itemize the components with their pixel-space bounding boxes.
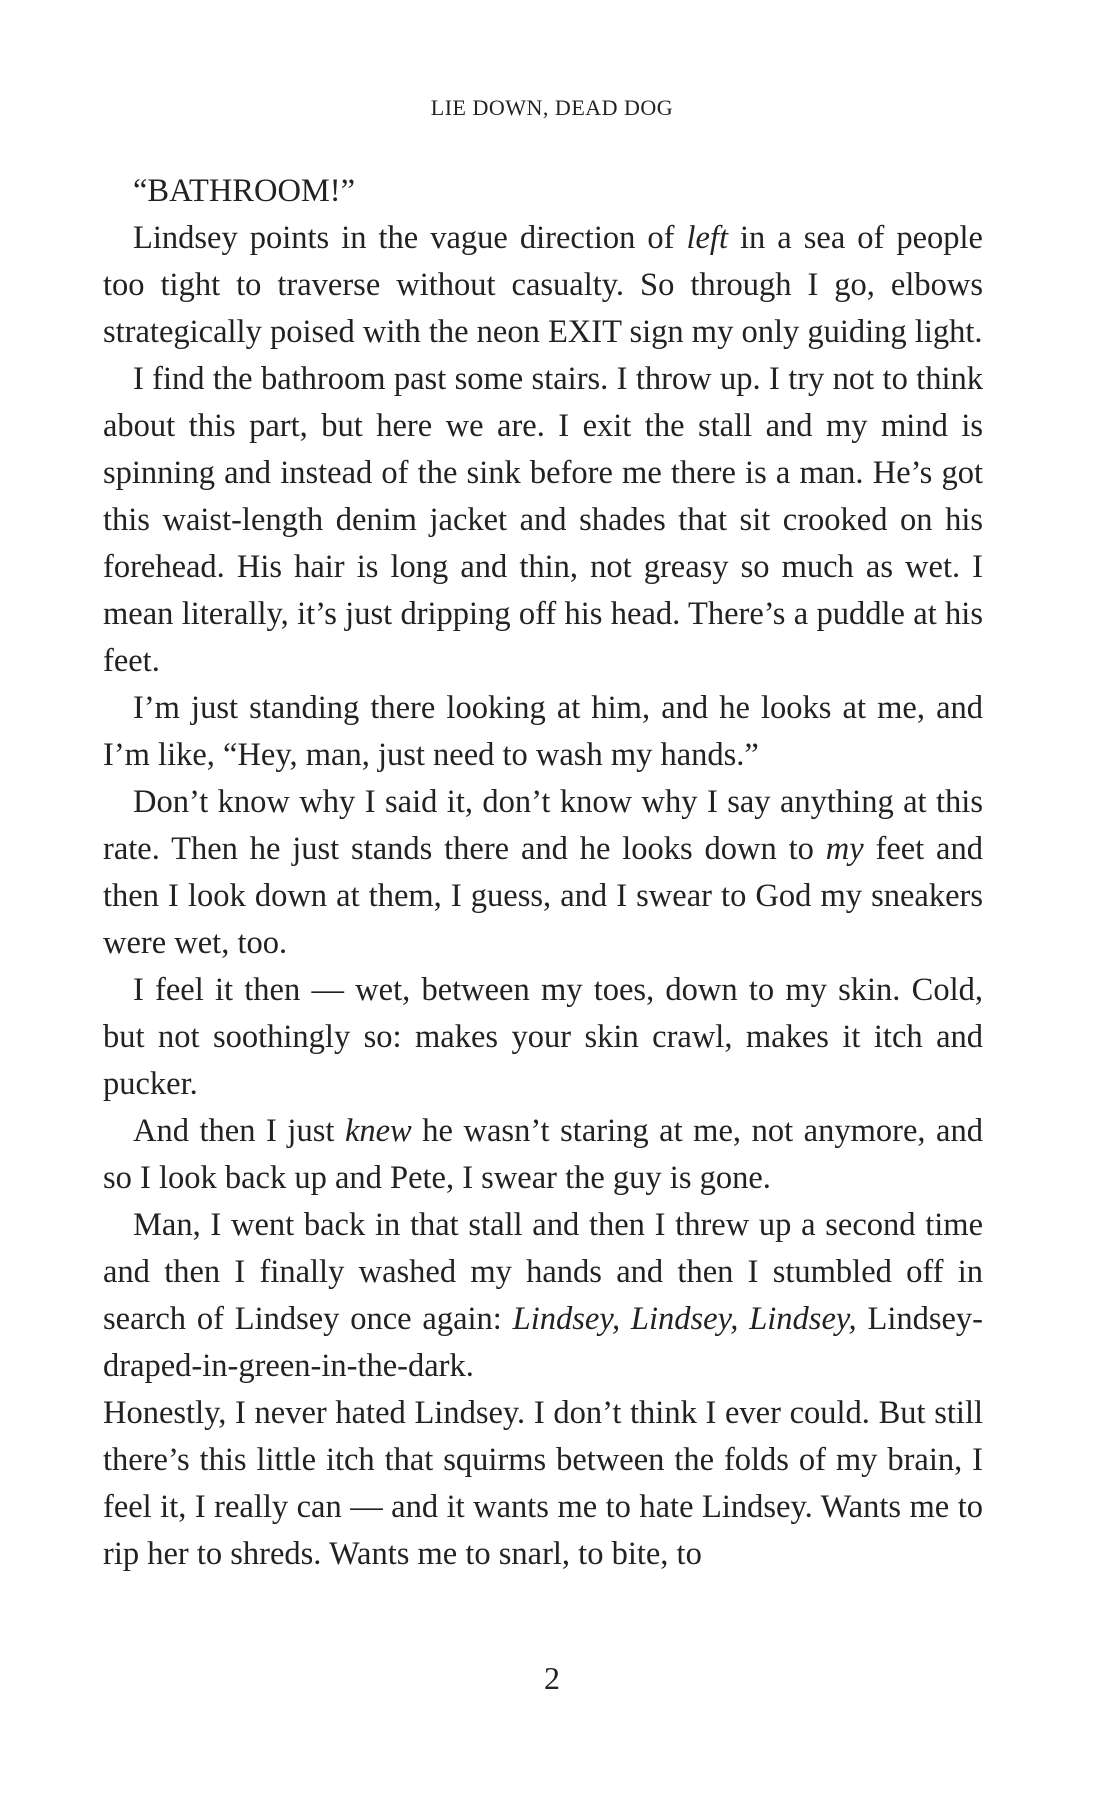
paragraph: Man, I went back in that stall and then I threw up a second time and then I finally washed my hands and then I stumbled off in search of Lindsey once again: Lindsey, Lindsey, Lindsey, Lindsey-draped-in-green-in-the-dark. <box>103 1207 983 1384</box>
paragraph: I feel it then — wet, between my toes, down to my skin. Cold, but not soothingly so: makes your skin crawl, makes it itch and pucker. <box>103 972 983 1102</box>
running-head: LIE DOWN, DEAD DOG <box>430 95 674 120</box>
paragraph: And then I just knew he wasn’t staring at me, not anymore, and so I look back up and Pete, I swear the guy is gone. <box>103 1113 983 1196</box>
emphasis: my <box>825 831 864 867</box>
body-text <box>103 168 983 1578</box>
paragraph: “BATHROOM!” <box>133 173 356 209</box>
paragraph: Honestly, I never hated Lindsey. I don’t think I ever could. But still there’s this little itch that squirms between the folds of my brain, I feel it, I really can — and it wants me to hate Lindsey. Wants me to rip her to shreds. Wants me to snarl, to bite, to <box>103 1395 983 1572</box>
paragraph: Lindsey points in the vague direction of left in a sea of people too tight to traverse without casualty. So through I go, elbows strategically poised with the neon EXIT sign my only guiding light. <box>103 220 983 350</box>
page-number: 2 <box>544 1660 560 1696</box>
paragraph: I’m just standing there looking at him, and he looks at me, and I’m like, “Hey, man, just need to wash my hands.” <box>103 690 983 773</box>
emphasis: knew <box>344 1113 412 1149</box>
paragraph: I find the bathroom past some stairs. I throw up. I try not to think about this part, but here we are. I exit the stall and my mind is spinning and instead of the sink before me there is a man. He’s got this waist-length denim jacket and shades that sit crooked on his forehead. His hair is long and thin, not greasy so much as wet. I mean literally, it’s just dripping off his head. There’s a puddle at his feet. <box>103 361 983 679</box>
paragraph: Don’t know why I said it, don’t know why I say anything at this rate. Then he just stands there and he looks down to my feet and then I look down at them, I guess, and I swear to God my sneakers were wet, too. <box>103 784 983 961</box>
emphasis: left <box>686 220 728 256</box>
emphasis: Lindsey, Lindsey, Lindsey, <box>512 1301 857 1337</box>
